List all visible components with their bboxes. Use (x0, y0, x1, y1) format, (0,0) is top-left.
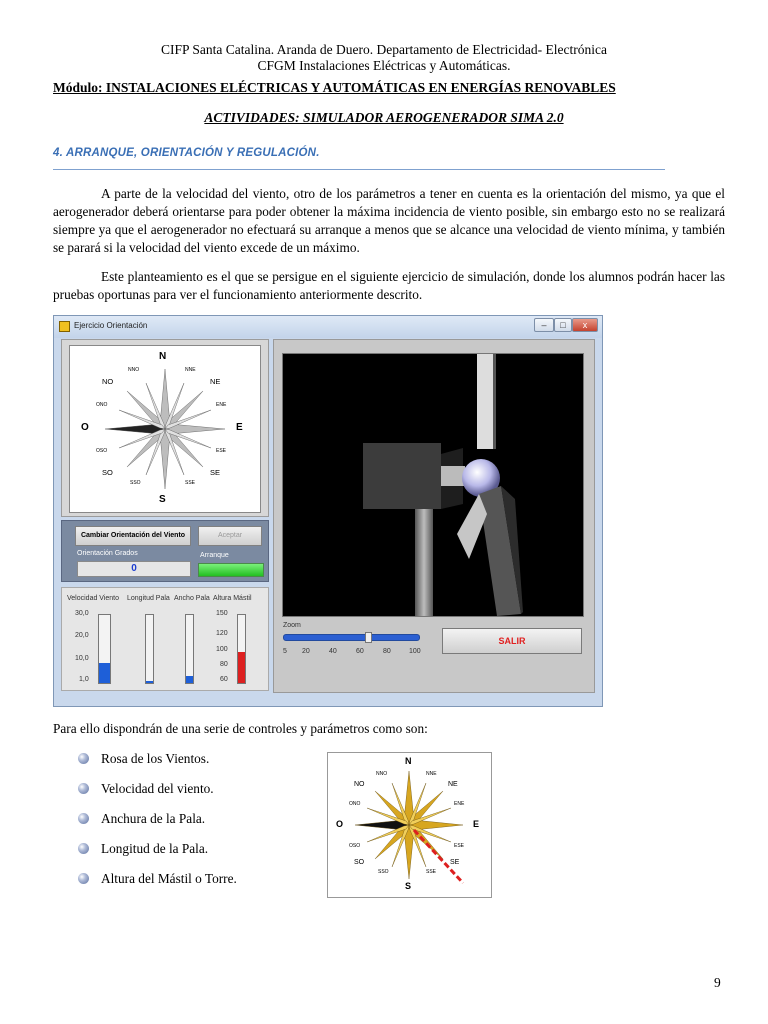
compass2-nne: NNE (426, 771, 437, 777)
bullet-icon (78, 843, 89, 854)
close-button[interactable]: x (572, 318, 598, 332)
turbine-scene-svg (283, 354, 583, 616)
compass-ono: ONO (96, 402, 108, 408)
compass-o: O (81, 422, 89, 433)
velocidad-slider[interactable] (98, 614, 111, 684)
zoom-tick: 5 (283, 648, 287, 655)
app-icon (59, 321, 70, 332)
ancho-fill (186, 676, 193, 683)
compass2-s: S (405, 881, 412, 891)
section-divider (53, 169, 665, 170)
compass-ese: ESE (216, 448, 227, 454)
header-line-2: CFGM Instalaciones Eléctricas y Automáticas. (257, 58, 511, 73)
compass2-so: SO (354, 859, 365, 866)
salir-button[interactable]: SALIR (442, 628, 582, 654)
altura-fill (238, 652, 245, 683)
arranque-label: Arranque (200, 552, 229, 559)
compass2-sso: SSO (378, 869, 389, 875)
altura-tick: 120 (216, 630, 228, 637)
compass-rose-gold-svg (328, 753, 491, 897)
velocidad-fill (99, 663, 110, 683)
compass-nne: NNE (185, 367, 196, 373)
compass2-se: SE (450, 859, 460, 866)
ancho-slider[interactable] (185, 614, 194, 684)
compass-ne: NE (210, 377, 221, 386)
zoom-tick: 40 (329, 648, 337, 655)
longitud-pala-label: Longitud Pala (127, 595, 170, 602)
longitud-fill (146, 681, 153, 683)
compass-nno: NNO (128, 367, 140, 373)
actividades-title: ACTIVIDADES: SIMULADOR AEROGENERADOR SIMA 2.0 (204, 110, 564, 125)
velocidad-tick: 30,0 (75, 610, 89, 617)
minimize-button[interactable]: – (534, 318, 554, 332)
altura-slider[interactable] (237, 614, 246, 684)
compass2-ono: ONO (349, 801, 361, 807)
zoom-tick: 20 (302, 648, 310, 655)
compass2-no: NO (354, 781, 365, 788)
compass-sse: SSE (185, 480, 196, 486)
velocidad-tick: 10,0 (75, 655, 89, 662)
window-title: Ejercicio Orientación (74, 321, 148, 330)
header-line-1: CIFP Santa Catalina. Aranda de Duero. Departamento de Electricidad- Electrónica (161, 42, 607, 57)
altura-mastil-label: Altura Mástil (213, 595, 252, 602)
compass2-ene: ENE (454, 801, 465, 807)
bullet-icon (78, 873, 89, 884)
altura-tick: 100 (216, 646, 228, 653)
compass2-oso: OSO (349, 843, 361, 849)
aceptar-button[interactable]: Aceptar (198, 526, 262, 546)
orientacion-display: 0 (77, 561, 191, 577)
zoom-slider[interactable] (283, 634, 420, 641)
list-item: Anchura de la Pala. (78, 811, 237, 841)
list-item: Longitud de la Pala. (78, 841, 237, 871)
zoom-tick: 100 (409, 648, 421, 655)
zoom-tick: 60 (356, 648, 364, 655)
compass-rose-image (327, 752, 492, 898)
longitud-slider[interactable] (145, 614, 154, 684)
page-number: 9 (714, 975, 721, 990)
compass2-o: O (336, 819, 344, 829)
altura-tick: 80 (220, 661, 228, 668)
parameter-list (78, 751, 237, 901)
altura-tick: 150 (216, 610, 228, 617)
compass-s: S (159, 494, 166, 505)
turbine-3d-view[interactable] (282, 353, 584, 617)
cambiar-orientacion-button[interactable]: Cambiar Orientación del Viento (75, 526, 191, 546)
compass-se: SE (210, 468, 221, 477)
compass-sso: SSO (130, 480, 141, 486)
compass-n: N (159, 351, 167, 362)
bullet-icon (78, 783, 89, 794)
compass-e: E (236, 422, 243, 433)
compass2-sse: SSE (426, 869, 437, 875)
compass-rose-svg (70, 346, 260, 512)
bullet-icon (78, 753, 89, 764)
velocidad-viento-label: Velocidad Viento (67, 595, 120, 602)
paragraph-2: Este planteamiento es el que se persigue en el siguiente ejercicio de simulación, donde los alumnos podrán hacer las pruebas oportunas para ver el funcionamiento anteriormente descrito. (53, 269, 725, 302)
modulo-title: Módulo: INSTALACIONES ELÉCTRICAS Y AUTOMÁTICAS EN ENERGÍAS RENOVABLES (53, 80, 616, 95)
velocidad-tick: 1,0 (79, 676, 89, 683)
list-item: Altura del Mástil o Torre. (78, 871, 237, 901)
bullet-icon (78, 813, 89, 824)
zoom-thumb[interactable] (365, 632, 372, 643)
ancho-pala-label: Ancho Pala (174, 595, 210, 602)
paragraph-1: A parte de la velocidad del viento, otro de los parámetros a tener en cuenta es la orientación del mismo, ya que el aerogenerador deberá orientarse para poder obtener la máxima incidencia de viento posible, sin embargo esto no se realizará siempre ya que el aerogenerador no efectuará su arranque a menos que se alcance una velocidad de viento mínima, y también se parará si la velocidad del viento excede de un máximo. (53, 186, 725, 255)
list-item: Velocidad del viento. (78, 781, 237, 811)
compass-ene: ENE (216, 402, 227, 408)
velocidad-tick: 20,0 (75, 632, 89, 639)
compass-no: NO (102, 377, 114, 386)
orientacion-label: Orientación Grados (77, 550, 138, 557)
compass2-ese: ESE (454, 843, 465, 849)
compass2-n: N (405, 756, 412, 766)
compass-oso: OSO (96, 448, 108, 454)
list-item: Rosa de los Vientos. (78, 751, 237, 781)
arranque-led (198, 563, 264, 577)
compass-rose-frame[interactable] (69, 345, 261, 513)
window-titlebar[interactable] (54, 316, 602, 338)
compass2-nno: NNO (376, 771, 388, 777)
section-title: 4. ARRANQUE, ORIENTACIÓN Y REGULACIÓN. (53, 147, 320, 159)
list-intro: Para ello dispondrán de una serie de controles y parámetros como son: (53, 721, 428, 736)
compass2-e: E (473, 819, 480, 829)
compass-so: SO (102, 468, 113, 477)
zoom-label: Zoom (283, 622, 301, 629)
zoom-tick: 80 (383, 648, 391, 655)
altura-tick: 60 (220, 676, 228, 683)
compass2-ne: NE (448, 781, 458, 788)
maximize-button[interactable]: □ (554, 318, 572, 332)
